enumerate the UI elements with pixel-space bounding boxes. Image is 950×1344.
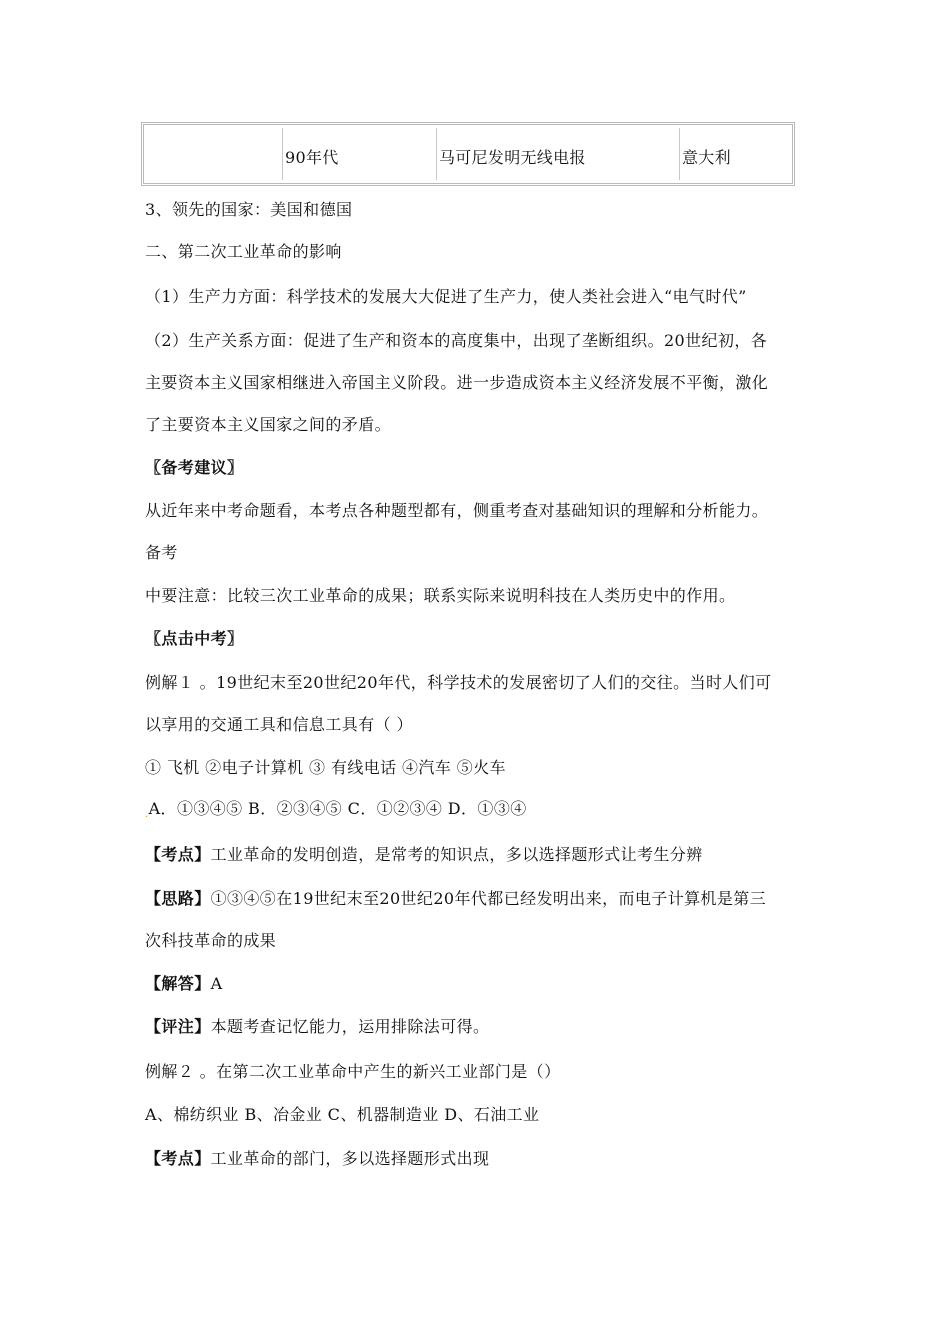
productivity-line: （1）生产力方面：科学技术的发展大大促进了生产力，使人类社会进入“电气时代”: [145, 287, 747, 306]
advice-line-3: 中要注意：比较三次工业革命的成果；联系实际来说明科技在人类历史中的作用。: [145, 586, 736, 605]
relations-line-2: 主要资本主义国家相继进入帝国主义阶段。进一步造成资本主义经济发展不平衡，激化: [145, 373, 769, 392]
relations-line-3: 了主要资本主义国家之间的矛盾。: [145, 415, 392, 434]
example2-options: A、棉纺织业 B、冶金业 C、机器制造业 D、石油工业: [145, 1105, 540, 1124]
example1-items: ① 飞机 ②电子计算机 ③ 有线电话 ④汽车 ⑤火车: [145, 758, 506, 777]
example1-reasoning: 【思路】①③④⑤在19世纪末至20世纪20年代都已经发明出来，而电子计算机是第三: [145, 889, 767, 908]
label-answer: 【解答】: [145, 974, 211, 993]
leading-countries-line: 3、领先的国家：美国和德国: [145, 200, 353, 219]
advice-line-1: 从近年来中考命题看，本考点各种题型都有，侧重考查对基础知识的理解和分析能力。: [145, 501, 769, 520]
label-comment: 【评注】: [145, 1017, 211, 1036]
advice-line-2: 备考: [145, 543, 178, 562]
label-reasoning: 【思路】: [145, 889, 211, 908]
example1-answer: 【解答】A: [145, 974, 223, 993]
example2-question: 例解２ 。在第二次工业革命中产生的新兴工业部门是（）: [145, 1062, 561, 1081]
edit-mark-icon: .: [145, 809, 149, 820]
heading-exam-click: 〖点击中考〗: [145, 629, 244, 648]
table-cell-country: 意大利: [682, 148, 731, 167]
label-point: 【考点】: [145, 845, 211, 864]
example2-point: 【考点】工业革命的部门，多以选择题形式出现: [145, 1149, 490, 1168]
table-cell-invention: 马可尼发明无线电报: [437, 128, 680, 180]
example1-comment: 【评注】本题考查记忆能力，运用排除法可得。: [145, 1017, 490, 1036]
table-cell-empty: [147, 128, 283, 180]
example1-reasoning-cont: 次科技革命的成果: [145, 931, 277, 950]
example1-question-2: 以享用的交通工具和信息工具有（ ）: [145, 715, 413, 734]
table-row: [147, 128, 789, 180]
heading-exam-advice: 〖备考建议〗: [145, 458, 244, 477]
example1-question-1: 例解１ 。19世纪末至20世纪20年代，科学技术的发展密切了人们的交往。当时人们可: [145, 673, 772, 692]
example1-options: .A．①③④⑤ B．②③④⑤ C．①②③④ D．①③④: [145, 799, 527, 820]
label-point: 【考点】: [145, 1149, 211, 1168]
section-heading-impact: 二、第二次工业革命的影响: [145, 242, 342, 261]
example1-point: 【考点】工业革命的发明创造，是常考的知识点，多以选择题形式让考生分辨: [145, 845, 703, 864]
relations-line-1: （2）生产关系方面：促进了生产和资本的高度集中，出现了垄断组织。20世纪初，各: [145, 331, 768, 350]
inventions-table: [141, 122, 795, 186]
table-cell-era: 90年代: [283, 128, 437, 180]
